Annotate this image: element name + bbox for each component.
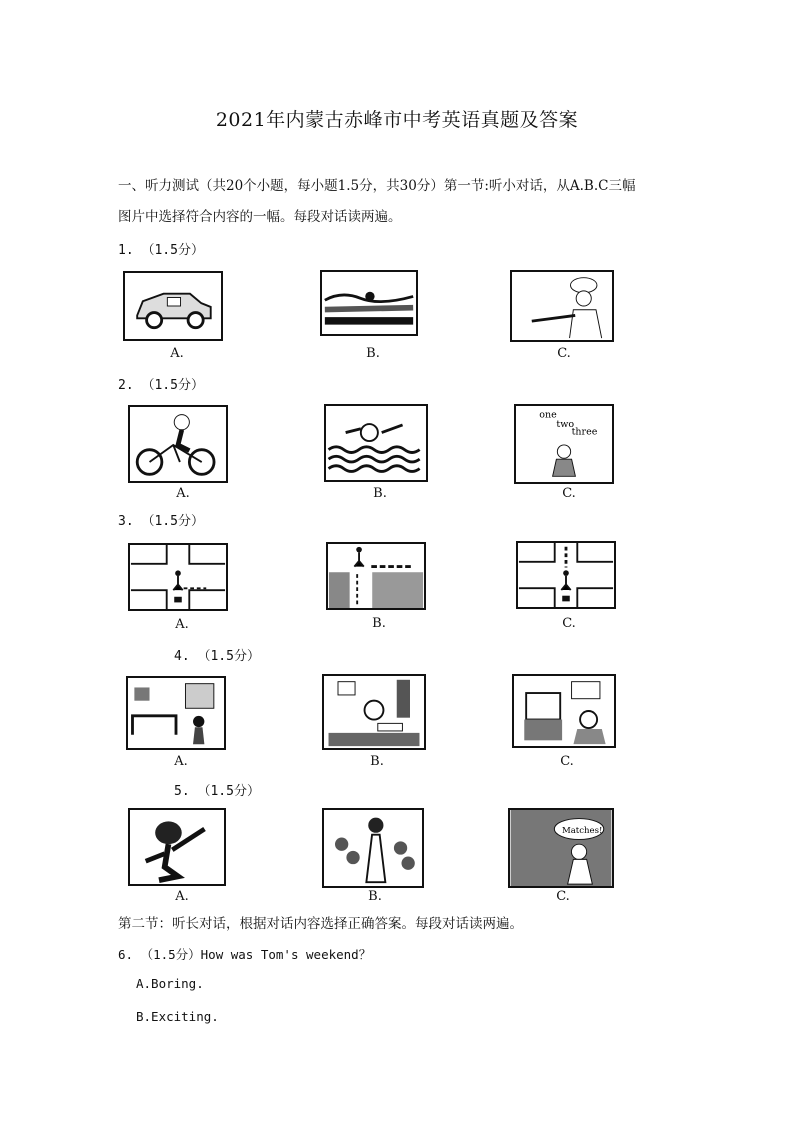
q3-label-c: C. — [562, 616, 576, 631]
crossroad-icon — [130, 545, 226, 609]
q5-option-b-image[interactable] — [322, 808, 424, 888]
q1-option-c-image[interactable] — [510, 270, 614, 342]
q4-label-a: A. — [174, 754, 188, 769]
bicycle-icon — [130, 407, 226, 481]
q2-option-c-image[interactable] — [514, 404, 614, 484]
cartoon-cat-icon — [130, 810, 224, 884]
section2-intro: 第二节：听长对话，根据对话内容选择正确答案。每段对话读两遍。 — [118, 916, 523, 932]
matches-girl-icon — [510, 810, 612, 886]
q4-option-c-image[interactable] — [512, 674, 616, 748]
q1-option-a-image[interactable] — [123, 271, 223, 341]
question-3-number: 3. （1.5分） — [118, 514, 204, 529]
q3-option-b-image[interactable] — [326, 542, 426, 610]
q6-option-b[interactable]: B.Exciting. — [136, 1009, 219, 1024]
river-crossing-icon — [328, 544, 424, 608]
q5-option-c-image[interactable] — [508, 808, 614, 888]
q1-label-c: C. — [557, 346, 571, 361]
studying-icon — [324, 676, 424, 748]
section1-intro-line2: 图片中选择符合内容的一幅。每段对话读两遍。 — [118, 209, 402, 225]
q1-label-a: A. — [170, 346, 184, 361]
car-icon — [125, 273, 221, 339]
q6-option-a[interactable]: A.Boring. — [136, 976, 204, 991]
q2-label-c: C. — [562, 486, 576, 501]
question-4-number: 4. （1.5分） — [174, 649, 260, 664]
q2-option-a-image[interactable] — [128, 405, 228, 483]
crossroad-straight-icon — [518, 543, 614, 607]
q3-option-a-image[interactable] — [128, 543, 228, 611]
question-5-number: 5. （1.5分） — [174, 784, 260, 799]
snow-white-icon — [324, 810, 422, 886]
q3-label-b: B. — [372, 616, 386, 631]
q2c-text-three: three — [571, 426, 598, 438]
q4-label-b: B. — [370, 754, 384, 769]
counting-child-icon — [516, 406, 612, 482]
question-6-stem: 6. （1.5分）How was Tom's weekend？ — [118, 947, 372, 962]
q5c-bubble-text: Matches! — [561, 825, 603, 836]
page-title: 2021年内蒙古赤峰市中考英语真题及答案 — [215, 109, 579, 131]
q1-option-b-image[interactable] — [320, 270, 418, 336]
question-2-number: 2. （1.5分） — [118, 378, 204, 393]
q2c-text-two: two — [556, 418, 575, 430]
section1-intro-line1: 一、听力测试（共20个小题，每小题1.5分，共30分）第一节:听小对话，从A.B.C三幅 — [118, 178, 636, 194]
chef-icon — [512, 272, 612, 340]
q5-label-c: C. — [556, 889, 570, 904]
q4-option-b-image[interactable] — [322, 674, 426, 750]
watching-tv-icon — [514, 676, 614, 746]
q2-label-a: A. — [176, 486, 190, 501]
bedroom-icon — [128, 678, 224, 748]
q3-label-a: A. — [175, 617, 189, 632]
street-scene-icon — [322, 272, 416, 334]
q2-option-b-image[interactable] — [324, 404, 428, 482]
question-1-number: 1. （1.5分） — [118, 243, 204, 258]
q2c-text-one: one — [539, 409, 557, 421]
q5-label-a: A. — [175, 889, 189, 904]
q5-option-a-image[interactable] — [128, 808, 226, 886]
q4-label-c: C. — [560, 754, 574, 769]
q1-label-b: B. — [366, 346, 380, 361]
swimming-icon — [326, 406, 426, 480]
q5-label-b: B. — [368, 889, 382, 904]
q3-option-c-image[interactable] — [516, 541, 616, 609]
q4-option-a-image[interactable] — [126, 676, 226, 750]
q2-label-b: B. — [373, 486, 387, 501]
